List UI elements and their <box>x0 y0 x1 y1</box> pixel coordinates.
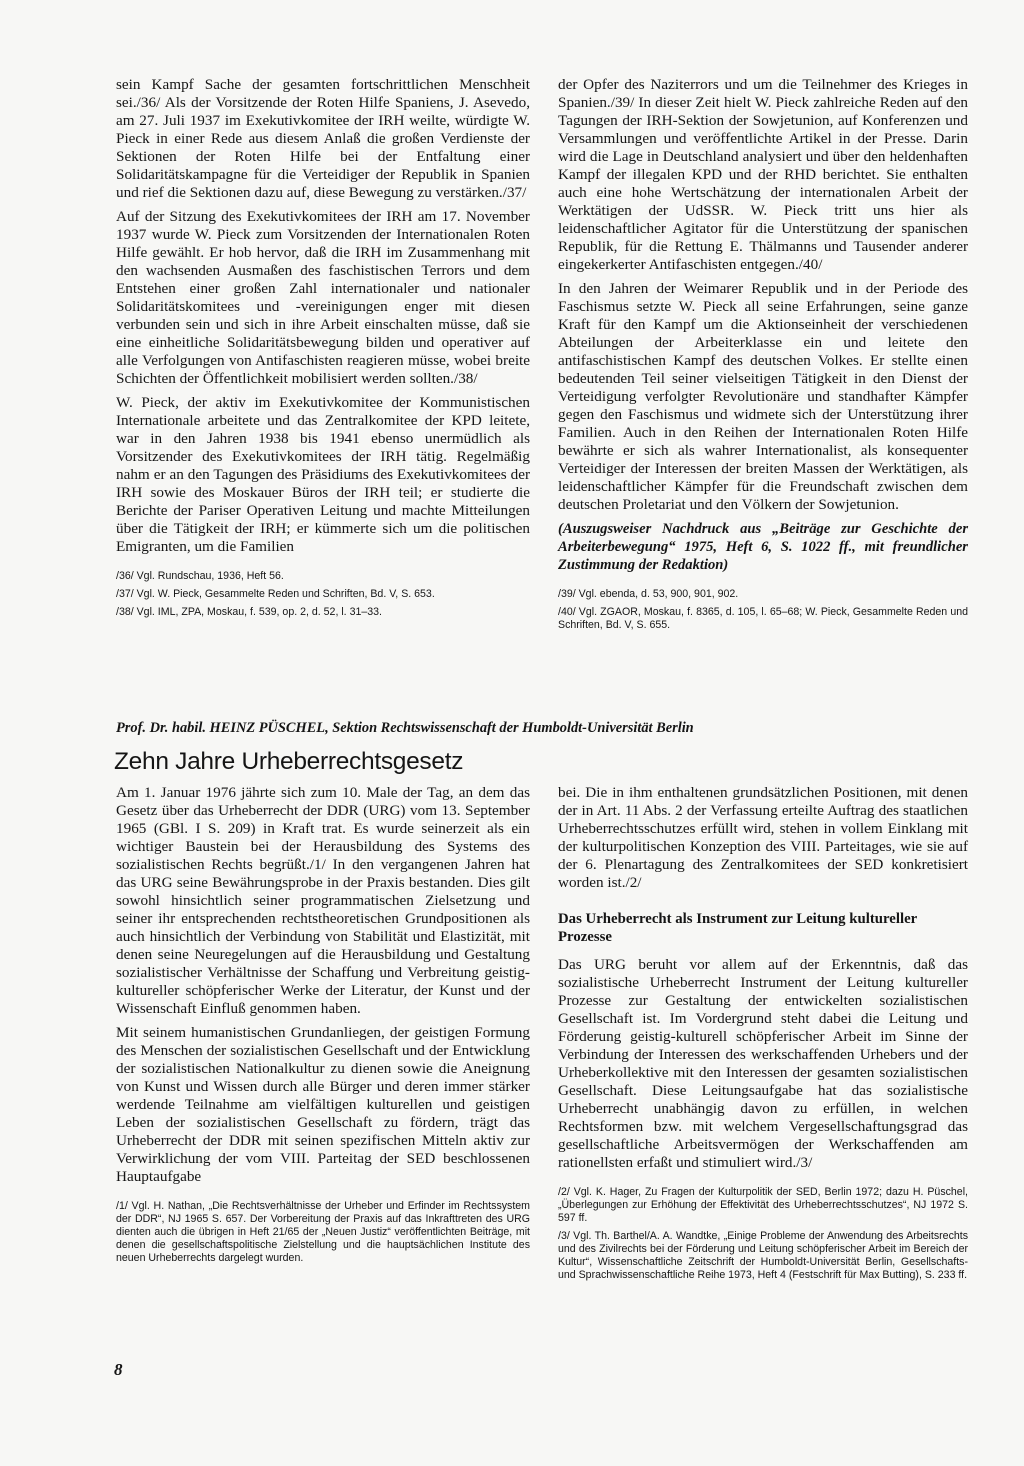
footnote: /38/ Vgl. IML, ZPA, Moskau, f. 539, op. 2, d. 52, l. 31–33. <box>116 606 382 618</box>
body-paragraph: In den Jahren der Weimarer Republik und in der Periode des Faschismus setzte W. Pieck all seine Erfahrungen, seine ganze Kraft für den Kampf um die Aktionseinheit der verschiedenen Abteilungen der Arbeiterklasse ein und leitete den antifaschistischen Kampf des deutschen Volkes. Er stellte einen bedeutenden Teil seiner vielseitigen Tätigkeit in den Dienst der Verteidigung verfolgter Revolutionäre und standhafter Kämpfer gegen den Faschismus und widmete sich der Unterstützung ihrer Familien. Auch in den Reihen der Internationalen Roten Hilfe bewährte er sich als wahrer Internationalist, als konsequenter Verteidiger der Interessen der breiten Massen der Werktätigen, als leidenschaftlicher Kämpfer für die Freundschaft zwischen dem deutschen Proletariat und den Völkern der Sowjetunion. <box>558 280 968 513</box>
footnote: /39/ Vgl. ebenda, d. 53, 900, 901, 902. <box>558 588 739 600</box>
article-title: Zehn Jahre Urheberrechtsgesetz <box>114 748 464 775</box>
body-paragraph: Auf der Sitzung des Exekutivkomitees der IRH am 17. November 1937 wurde W. Pieck zum Vorsitzenden der Internationalen Roten Hilfe gewählt. Er hob hervor, daß die IRH im Zusammenhang mit den wachsenden Ausmaßen des faschistischen Terrors und dem Entstehen einer großen Zahl internationaler und nationaler Solidaritätskomitees und -vereinigungen enger mit diesen verbunden sein und sich in ihre Arbeit einschalten müsse, daß sie eine einheitliche Solidaritätsbewegung bilden und operativer auf alle Verfolgungen von Antifaschisten reagieren müsse, wobei breite Schichten der Öffentlichkeit mobilisiert werden sollten./38/ <box>116 208 530 387</box>
footnotes <box>116 1200 530 1265</box>
footnote: /40/ Vgl. ZGAOR, Moskau, f. 8365, d. 105, l. 65–68; W. Pieck, Gesammelte Reden und Schriften, Bd. V, S. 655. <box>558 606 968 631</box>
footnote: /37/ Vgl. W. Pieck, Gesammelte Reden und Schriften, Bd. V, S. 653. <box>116 588 435 600</box>
body-paragraph: der Opfer des Naziterrors und um die Teilnehmer des Krieges in Spanien./39/ In dieser Zeit hielt W. Pieck zahlreiche Reden auf den Tagungen der IRH-Sektion der Sowjetunion, auf Konferenzen und Versammlungen und veröffentlichte Artikel in der Presse. Darin wird die Lage in Deutschland analysiert und über den heldenhaften Kampf der illegalen KPD und der RHD berichtet. Sie enthalten auch eine hohe Wertschätzung der internationalen Arbeit der Werktätigen der UdSSR. W. Pieck tritt uns hier als leidenschaftlicher Agitator für die Unterstützung der spanischen Republik, für die Rettung E. Thälmanns und Tausender anderer eingekerkerter Antifaschisten entgegen./40/ <box>558 76 968 273</box>
body-paragraph: W. Pieck, der aktiv im Exekutivkomitee der Kommunistischen Internationale arbeitete und das Zentralkomitee der KPD leitete, war in den Jahren 1938 bis 1941 ebenso unermüdlich als Vorsitzender des Exekutivkomitees der IRH tätig. Regelmäßig nahm er an den Tagungen des Präsidiums des Exekutivkomitees der IRH sowie des Moskauer Büros der IRH teil; er studierte die Berichte der Pariser Operativen Leitung und machte Mitteilungen über die Tätigkeit der IRH; er kümmerte sich um die politischen Emigranten, um die Familien <box>116 394 530 555</box>
footnote: /36/ Vgl. Rundschau, 1936, Heft 56. <box>116 570 284 582</box>
footnotes <box>558 1186 968 1282</box>
footnotes <box>116 570 530 619</box>
body-paragraph: sein Kampf Sache der gesamten fortschrittlichen Menschheit sei./36/ Als der Vorsitzende der Roten Hilfe Spaniens, J. Asevedo, am 27. Juli 1937 im Exekutivkomitee der IRH weilte, würdigte W. Pieck in einer Rede aus diesem Anlaß die großen Verdienste der Sektionen der Roten Hilfe bei der Entfaltung einer Solidaritätskampagne für die Verteidiger der Republik in Spanien und rief die Sektionen dazu auf, diese Bewegung zu verstärken./37/ <box>116 76 530 201</box>
footnote: /3/ Vgl. Th. Barthel/A. A. Wandtke, „Einige Probleme der Anwendung des Arbeitsrechts und des Zivilrechts bei der Förderung und Leitung schöpferischer Arbeit im Bereich der Kultur“, Wissenschaftliche Zeitschrift der Humboldt-Universität Berlin, Gesellschafts- und Sprachwissenschaftliche Reihe 1973, Heft 4 (Festschrift für Max Butting), S. 233 ff. <box>558 1230 968 1281</box>
article-right-column <box>558 784 968 1287</box>
body-paragraph: Am 1. Januar 1976 jährte sich zum 10. Male der Tag, an dem das Gesetz über das Urheberrecht der DDR (URG) vom 13. September 1965 (GBl. I S. 209) in Kraft trat. Es wurde seinerzeit als ein wichtiger Baustein bei der Herausbildung des Systems des sozialistischen Rechts begrüßt./1/ In den vergangenen Jahren hat das URG seine Bewährungsprobe in der Praxis bestanden. Dies gilt sowohl hinsichtlich seiner programmatischen Zielsetzung und seiner ihr entsprechenden rechtstheoretischen Grundpositionen als auch hinsichtlich der Verbindung von Stabilität und Elastizität, mit denen seine Neuregelungen auf die Herausbildung und Gestaltung sozialistischer Verhältnisse der Schaffung und Verbreitung geistig-kultureller schöpferischer Werke der Literatur, der Kunst und der Wissenschaft Einfluß genommen haben. <box>116 784 530 1017</box>
reprint-note: (Auszugsweiser Nachdruck aus „Beiträge zur Geschichte der Arbeiterbewegung“ 1975, Heft 6, S. 1022 ff., mit freundlicher Zustimmung der Redaktion) <box>558 521 968 573</box>
author-line: Prof. Dr. habil. HEINZ PÜSCHEL, Sektion Rechtswissenschaft der Humboldt-Universität Berlin <box>116 720 694 736</box>
body-paragraph: Das URG beruht vor allem auf der Erkenntnis, daß das sozialistische Urheberrecht Instrument der Leitung kultureller Prozesse zur Gestaltung der entwickelten sozialistischen Gesellschaft ist. Im Vordergrund steht dabei die Leitung und Förderung geistig-kulturell schöpferischer Arbeit im Sinne der Verbindung der Interessen des werkschaffenden Urhebers und der Urheberkollektive mit den Interessen der gesamten sozialistischen Gesellschaft. Diese Leitungsaufgabe hat das sozialistische Urheberrecht unabhängig davon zu erfüllen, in welchen Rechtsformen bzw. mit welchem Vergesellschaftungsgrad das gesellschaftliche Arbeitsvermögen der Werkschaffenden am rationellsten erfaßt und stimuliert wird./3/ <box>558 956 968 1171</box>
footnote: /2/ Vgl. K. Hager, Zu Fragen der Kulturpolitik der SED, Berlin 1972; dazu H. Püschel, „Überlegungen zur Erhöhung der Effektivität des Urheberrechtsschutzes“, NJ 1972 S. 597 ff. <box>558 1186 968 1224</box>
body-paragraph: Mit seinem humanistischen Grundanliegen, der geistigen Formung des Menschen der sozialistischen Gesellschaft und der Entwicklung der sozialistischen Nationalkultur zu dienen sowie die Aneignung von Kunst und Wissen durch alle Bürger und deren immer stärker werdende Teilnahme am vielfältigen kulturellen und geistigen Leben der sozialistischen Gesellschaft zu fördern, trägt das Urheberrecht der DDR mit seinen spezifischen Mitteln aktiv zur Verwirklichung der vom VIII. Parteitag der SED beschlossenen Hauptaufgabe <box>116 1024 530 1185</box>
page-number: 8 <box>114 1360 123 1379</box>
article-left-column <box>116 784 530 1270</box>
body-paragraph: bei. Die in ihm enthaltenen grundsätzlichen Positionen, mit denen der in Art. 11 Abs. 2 der Verfassung erteilte Auftrag des staatlichen Urheberrechtsschutzes erfüllt wird, stehen in vollem Einklang mit der kulturpolitischen Konzeption des VIII. Parteitages, wie sie auf der 6. Plenartagung des Zentralkomitees der SED konkretisiert worden ist./2/ <box>558 784 968 891</box>
footnotes <box>558 588 968 632</box>
upper-left-column <box>116 76 530 624</box>
section-heading: Das Urheberrecht als Instrument zur Leitung kultureller Prozesse <box>558 911 917 945</box>
upper-right-column <box>558 76 968 637</box>
footnote: /1/ Vgl. H. Nathan, „Die Rechtsverhältnisse der Urheber und Erfinder im Rechtssystem der DDR“, NJ 1965 S. 657. Der Vorbereitung der Praxis auf das Inkrafttreten des URG dienten auch die übrigen in Heft 21/65 der „Neuen Justiz“ veröffentlichten Beiträge, mit denen die gesellschaftspolitische Zielstellung und die hauptsächlichen Institute des neuen Urheberrechts dargelegt wurden. <box>116 1200 530 1264</box>
